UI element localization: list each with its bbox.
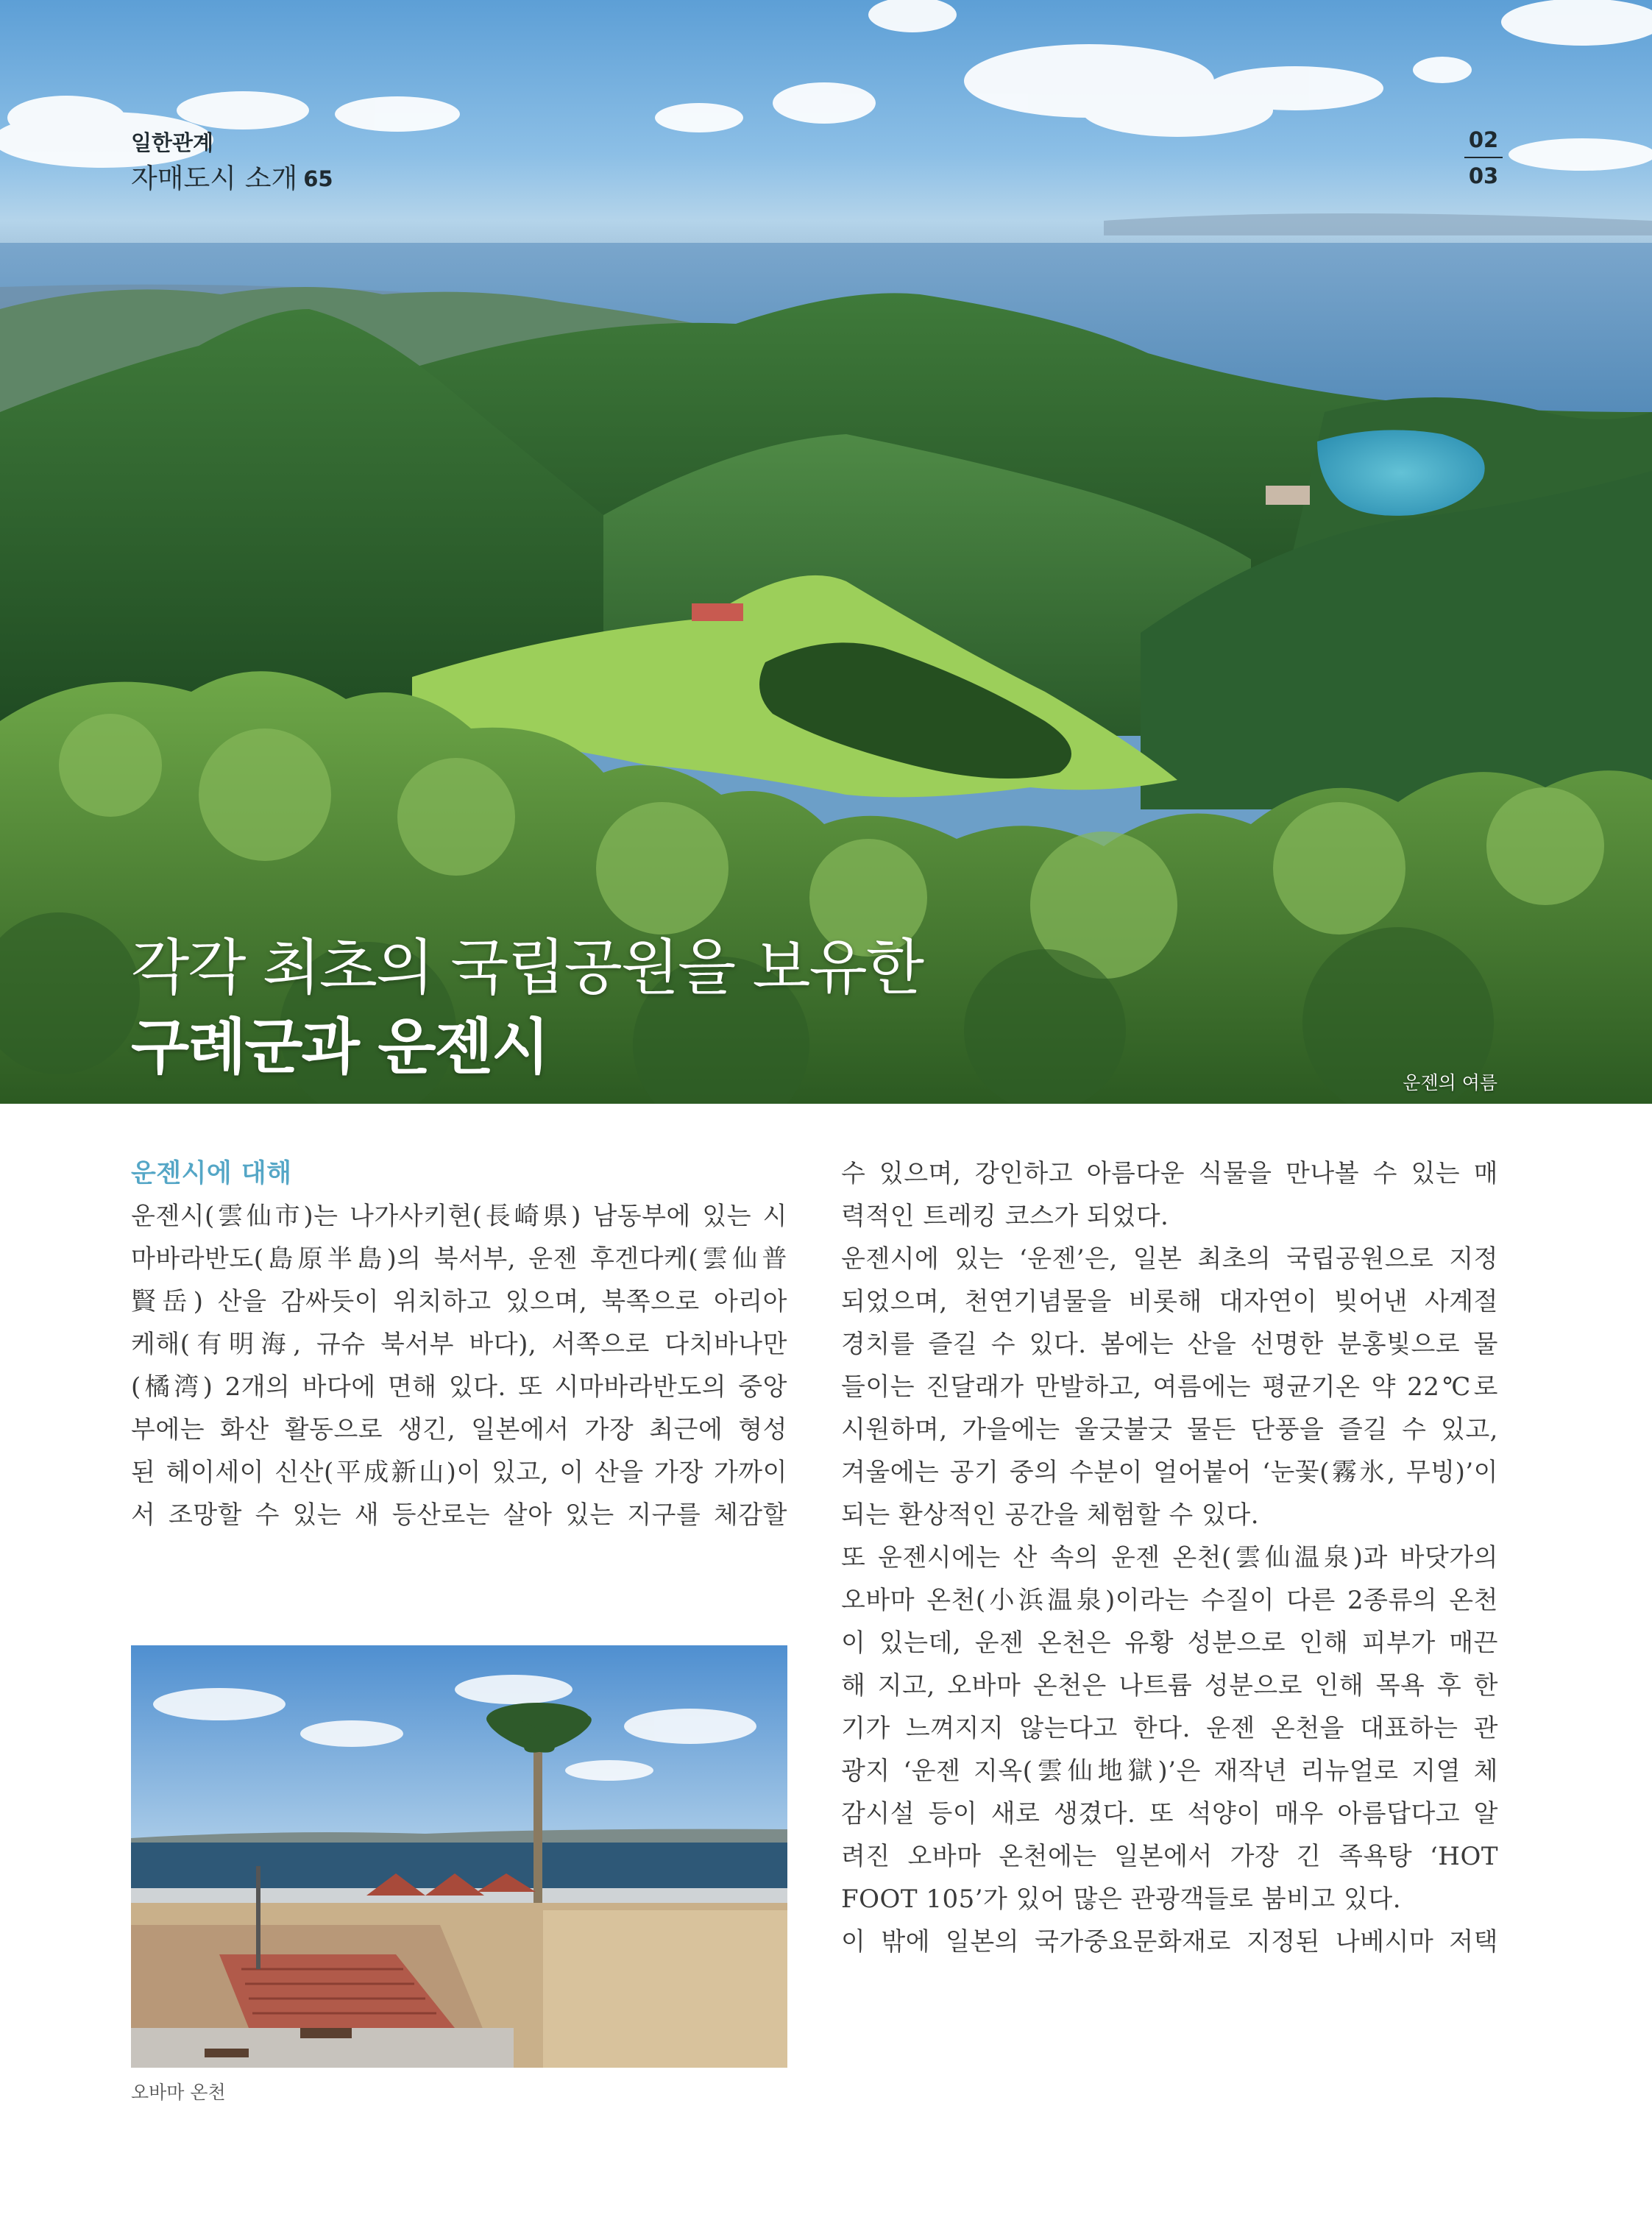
right-column-text xyxy=(841,1152,1498,1963)
kicker-label: 일한관계 xyxy=(131,130,214,155)
text-line: 해 지고, 오바마 온천은 나트륨 성분으로 인해 목욕 후 한 xyxy=(841,1671,1498,1701)
text-line: 서 조망할 수 있는 새 등산로는 살아 있는 지구를 체감할 xyxy=(131,1500,787,1530)
hero-photo xyxy=(0,0,1652,1104)
text-line: 력적인 트레킹 코스가 되었다. xyxy=(841,1202,1169,1231)
series-number: 65 xyxy=(303,166,333,191)
title-line-1: 각각 최초의 국립공원을 보유한 xyxy=(131,933,923,1003)
text-line: 부에는 화산 활동으로 생긴, 일본에서 가장 최근에 형성 xyxy=(131,1415,787,1444)
page-number-divider xyxy=(1464,157,1503,158)
page-numbers xyxy=(1464,127,1503,188)
text-line: 이 있는데, 운젠 온천은 유황 성분으로 인해 피부가 매끈 xyxy=(841,1628,1498,1658)
text-line: (橘湾) 2개의 바다에 면해 있다. 또 시마바라반도의 중앙 xyxy=(131,1372,787,1402)
text-line: 들이는 진달래가 만발하고, 여름에는 평균기온 약 22℃로 xyxy=(841,1372,1498,1402)
text-line: 운젠시(雲仙市)는 나가사키현(長崎県) 남동부에 있는 시 xyxy=(131,1202,787,1231)
text-line: 되는 환상적인 공간을 체험할 수 있다. xyxy=(841,1500,1260,1530)
hero-photo-caption: 운젠의 여름 xyxy=(1403,1072,1497,1093)
title-line-2: 구례군과 운젠시 xyxy=(131,1013,549,1082)
photo-caption: 오바마 온천 xyxy=(131,2082,226,2103)
seaside-plaza-illustration xyxy=(131,1645,787,2068)
text-line: 려진 오바마 온천에는 일본에서 가장 긴 족욕탕 ‘HOT xyxy=(841,1842,1498,1871)
text-line: 경치를 즐길 수 있다. 봄에는 산을 선명한 분홍빛으로 물 xyxy=(841,1330,1498,1359)
text-line: 운젠시에 있는 ‘운젠’은, 일본 최초의 국립공원으로 지정 xyxy=(841,1244,1498,1274)
text-line: 또 운젠시에는 산 속의 운젠 온천(雲仙温泉)과 바닷가의 xyxy=(841,1543,1498,1572)
text-line: 이 밖에 일본의 국가중요문화재로 지정된 나베시마 저택 xyxy=(841,1927,1498,1957)
left-column-text xyxy=(131,1195,787,1536)
page-number-bottom: 03 xyxy=(1468,163,1499,188)
text-line: 되었으며, 천연기념물을 비롯해 대자연이 빚어낸 사계절 xyxy=(841,1287,1498,1316)
text-line: 시원하며, 가을에는 울긋불긋 물든 단풍을 즐길 수 있고, xyxy=(841,1415,1498,1444)
text-line: 케해(有明海, 규슈 북서부 바다), 서쪽으로 다치바나만 xyxy=(131,1330,787,1359)
cloud-shapes xyxy=(0,0,1652,171)
series-label xyxy=(131,156,333,196)
text-line: 겨울에는 공기 중의 수분이 얼어붙어 ‘눈꽃(霧氷, 무빙)’이 xyxy=(841,1458,1498,1487)
section-heading: 운젠시에 대해 xyxy=(131,1159,292,1188)
text-line: 기가 느껴지지 않는다고 한다. 운젠 온천을 대표하는 관 xyxy=(841,1714,1498,1743)
text-line: 수 있으며, 강인하고 아름다운 식물을 만나볼 수 있는 매 xyxy=(841,1159,1498,1188)
text-line: FOOT 105’가 있어 많은 관광객들로 붐비고 있다. xyxy=(841,1884,1402,1914)
obama-onsen-photo xyxy=(131,1645,787,2068)
text-line: 된 헤이세이 신산(平成新山)이 있고, 이 산을 가장 가까이 xyxy=(131,1458,787,1487)
left-column xyxy=(131,1152,787,1536)
page-number-top: 02 xyxy=(1468,127,1499,152)
text-line: 광지 ‘운젠 지옥(雲仙地獄)’은 재작년 리뉴얼로 지열 체 xyxy=(841,1756,1498,1786)
series-title: 자매도시 소개 xyxy=(131,163,298,194)
text-line: 賢岳) 산을 감싸듯이 위치하고 있으며, 북쪽으로 아리아 xyxy=(131,1287,787,1316)
text-line: 오바마 온천(小浜温泉)이라는 수질이 다른 2종류의 온천 xyxy=(841,1586,1498,1615)
text-line: 마바라반도(島原半島)의 북서부, 운젠 후겐다케(雲仙普 xyxy=(131,1244,787,1274)
right-column xyxy=(841,1152,1498,1963)
text-line: 감시설 등이 새로 생겼다. 또 석양이 매우 아름답다고 알 xyxy=(841,1799,1498,1829)
